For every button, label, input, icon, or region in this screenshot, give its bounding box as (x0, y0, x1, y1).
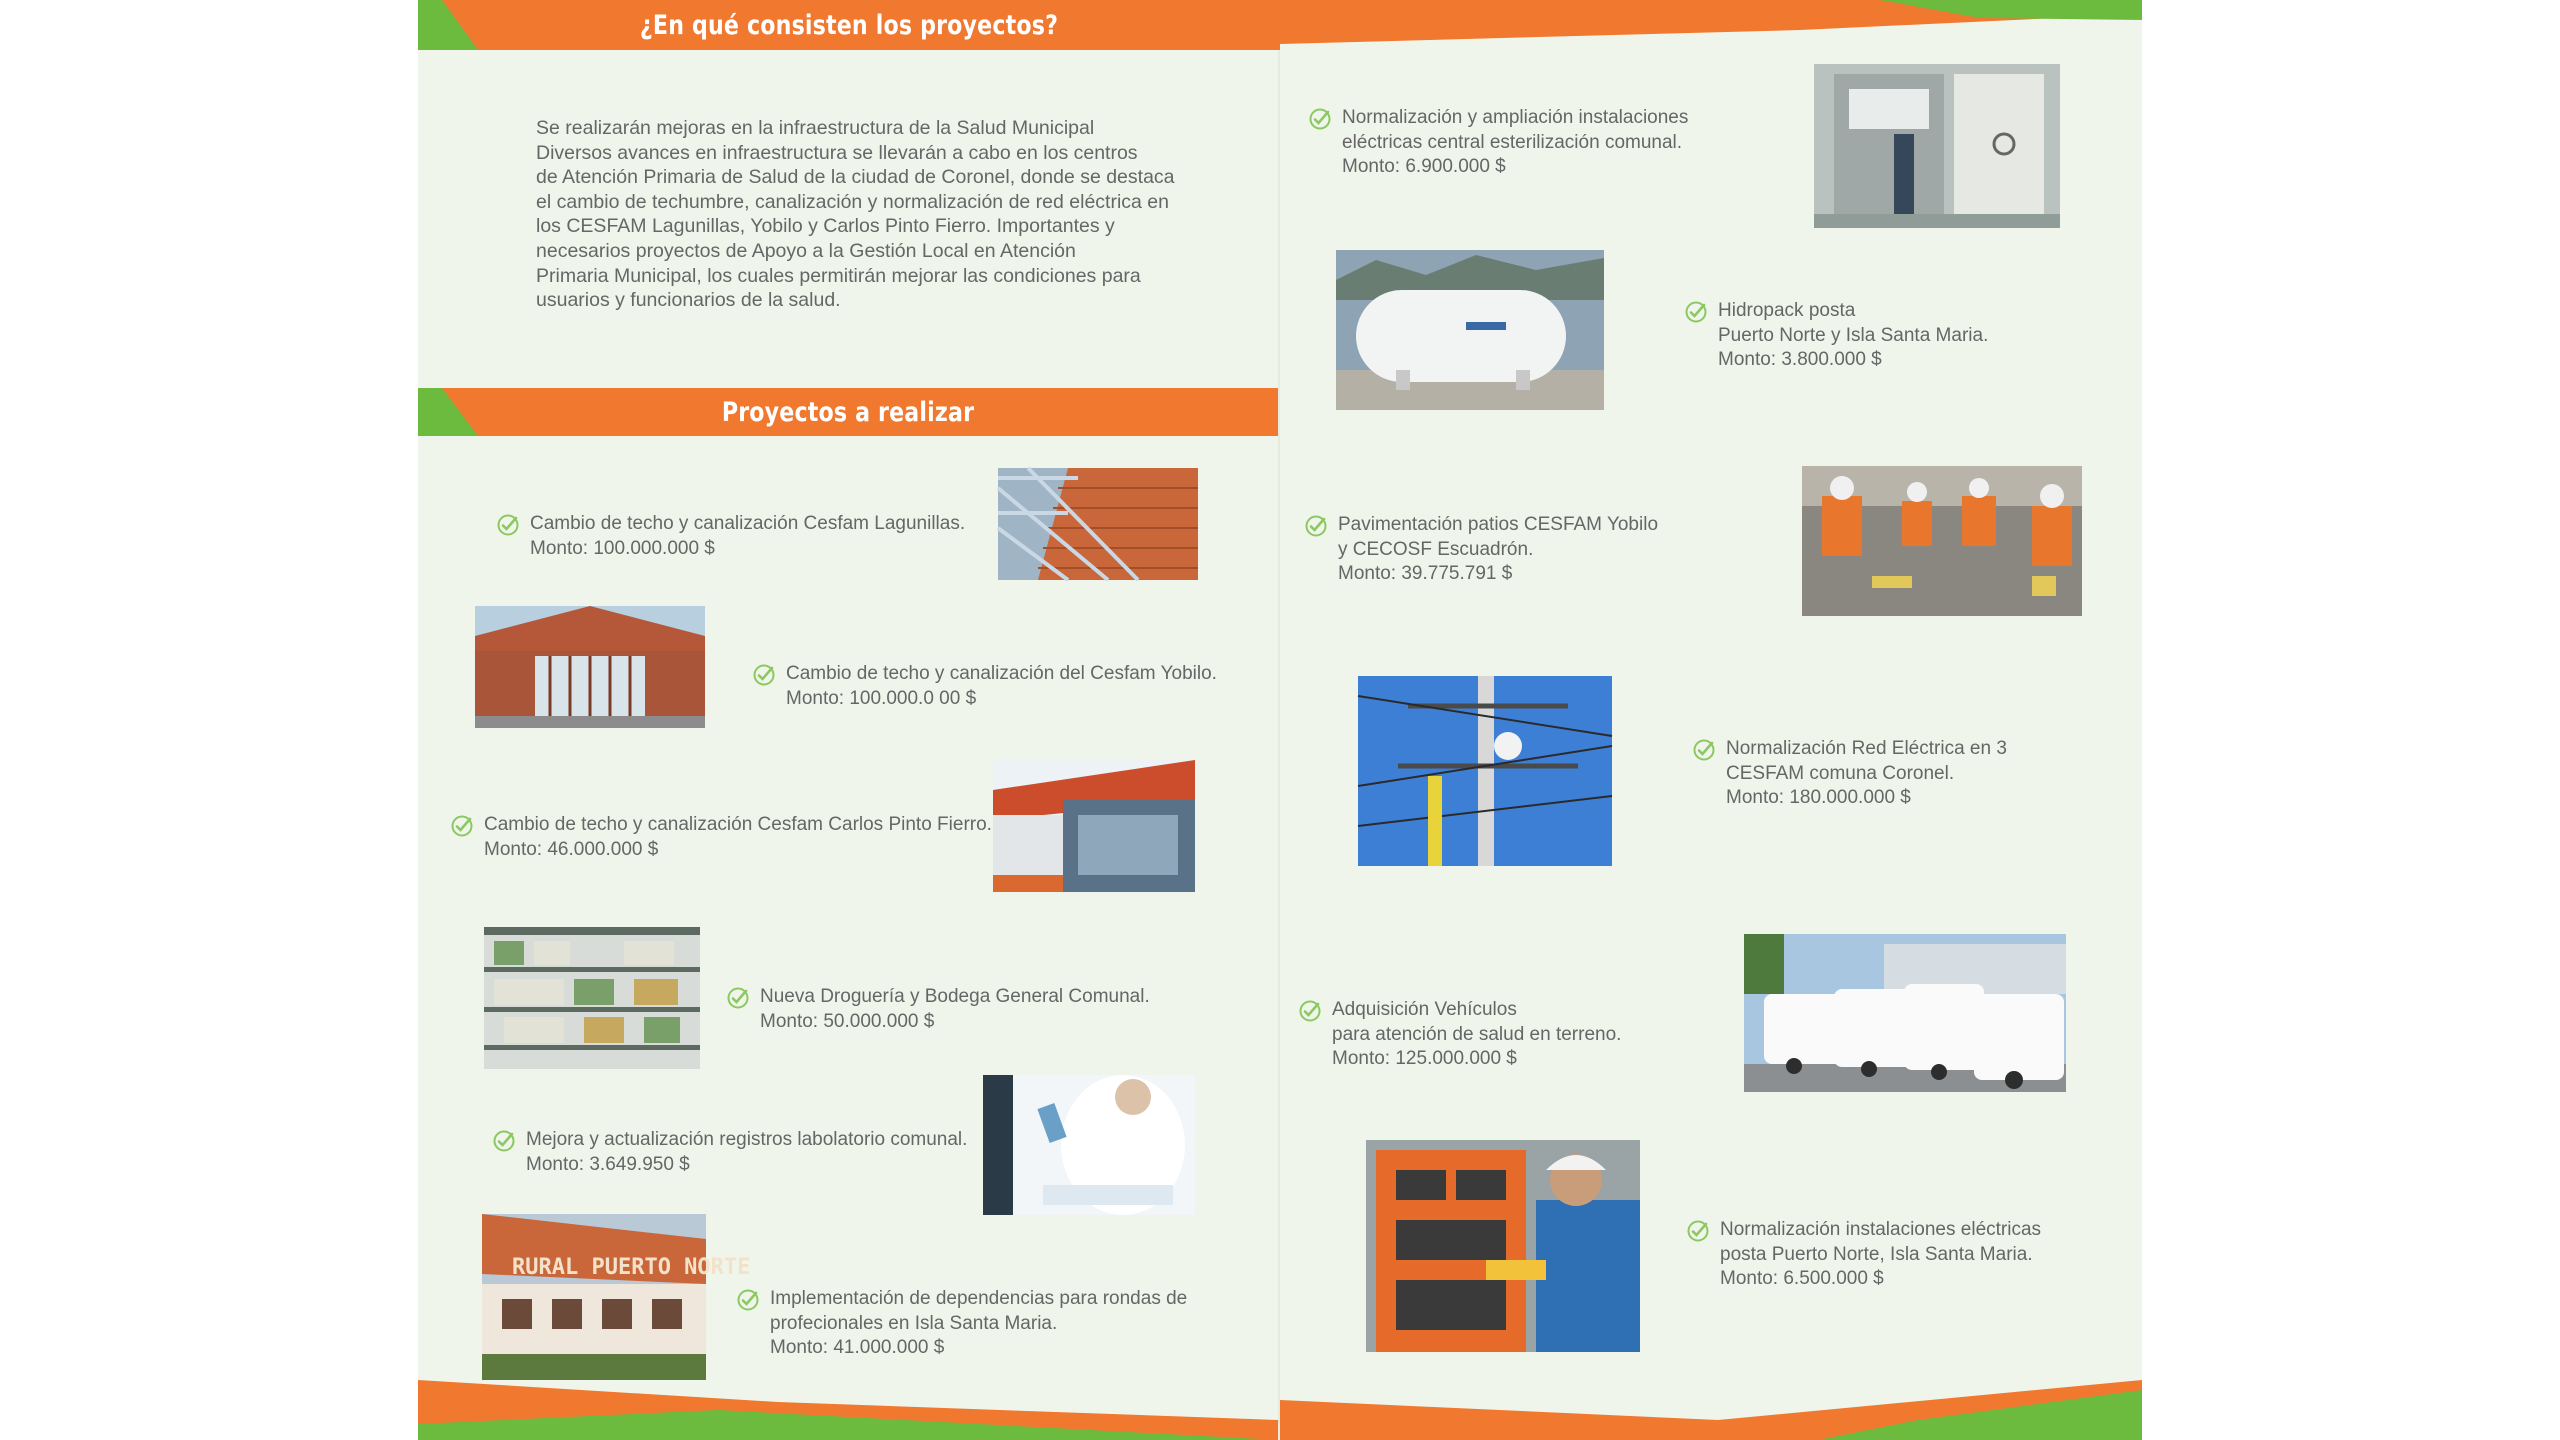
check-circle-icon (450, 814, 474, 838)
photo-vehicles (1744, 934, 2066, 1092)
check-circle-icon (492, 1129, 516, 1153)
item-title: Normalización y ampliación instalaciones (1342, 107, 1689, 128)
fold-line (1278, 0, 1280, 1440)
photo-roof-lagunillas (998, 468, 1198, 580)
header-title-projects: Proyectos a realizar (721, 396, 975, 428)
item-title: Nueva Droguería y Bodega General Comunal. (760, 986, 1150, 1007)
item-amount: Monto: 6.500.000 $ (1720, 1268, 1884, 1289)
intro-paragraph: Se realizarán mejoras en la infraestructura de la Salud Municipal Diversos avances en infraestructura se llevarán a cabo en los centros de Atención Primaria de Salud de la ciudad de Coronel, donde se destaca el cambio de techumbre, canalización y normalización de red eléctrica en los CESFAM Lagunillas, Yobilo y Carlos Pinto Fierro. Importantes y necesarios proyectos de Apoyo a la Gestión Local en Atención Primaria Municipal, los cuales permitirán mejorar las condiciones para usuarios y funcionarios de la salud. (536, 117, 1175, 312)
check-circle-icon (726, 986, 750, 1010)
item-amount: Monto: 125.000.000 $ (1332, 1048, 1517, 1069)
project-item-pinto-fierro (450, 813, 992, 862)
project-item-drogueria (726, 985, 1150, 1034)
item-title: Hidropack posta (1718, 300, 1856, 321)
check-circle-icon (1692, 738, 1716, 762)
item-title-cont: Puerto Norte y Isla Santa Maria. (1718, 324, 1989, 346)
item-amount: Monto: 46.000.000 $ (484, 838, 659, 860)
item-title-cont: posta Puerto Norte, Isla Santa Maria. (1720, 1243, 2033, 1265)
photo-cesfam-yobilo (475, 606, 705, 728)
photo-pavimentacion-workers (1802, 466, 2082, 616)
check-circle-icon (1298, 999, 1322, 1023)
photo-electric-pole (1358, 676, 1612, 866)
item-title: Adquisición Vehículos (1332, 999, 1517, 1020)
item-title: Normalización Red Eléctrica en 3 (1726, 738, 2007, 759)
item-title-cont: para atención de salud en terreno. (1332, 1023, 1622, 1045)
photo-esterilizacion (1814, 64, 2060, 228)
project-item-lagunillas (496, 512, 965, 561)
photo-posta-puerto-norte (482, 1214, 751, 1380)
item-amount: Monto: 3.649.950 $ (526, 1153, 690, 1175)
photo-electrician (1366, 1140, 1640, 1352)
project-item-red-electrica (1692, 737, 2007, 811)
header-bar-left (418, 0, 1280, 50)
item-title: Cambio de techo y canalización del Cesfam Yobilo. (786, 663, 1217, 684)
brochure (418, 0, 2142, 1440)
bottom-decoration (418, 1380, 2142, 1440)
photo-drogueria-shelves (484, 927, 700, 1069)
item-amount: Monto: 3.800.000 $ (1718, 349, 1882, 370)
item-title-cont: eléctricas central esterilización comunal. (1342, 131, 1683, 153)
check-circle-icon (1686, 1219, 1710, 1243)
project-item-isla-santa-maria (736, 1287, 1187, 1361)
item-title: Cambio de techo y canalización Cesfam Lagunillas. (530, 513, 966, 534)
photo-hidropack-tank (1336, 250, 1604, 410)
photo-cesfam-pinto-fierro (993, 760, 1195, 892)
check-circle-icon (736, 1288, 760, 1312)
item-title: Implementación de dependencias para rondas de (770, 1288, 1188, 1309)
item-amount: Monto: 41.000.000 $ (770, 1337, 945, 1358)
item-title-cont: profecionales en Isla Santa Maria. (770, 1312, 1058, 1334)
item-title: Pavimentación patios CESFAM Yobilo (1338, 514, 1659, 535)
item-title: Mejora y actualización registros labolatorio comunal. (526, 1129, 968, 1150)
check-circle-icon (496, 513, 520, 537)
header-bar-projects (418, 388, 1278, 436)
project-item-esterilizacion (1308, 106, 1688, 180)
item-amount: Monto: 100.000.0 00 $ (786, 687, 977, 709)
top-right-decoration (1280, 0, 2142, 40)
photo-laboratorio (983, 1075, 1195, 1215)
project-item-pavimentacion (1304, 513, 1658, 587)
project-item-vehiculos (1298, 998, 1621, 1072)
item-amount: Monto: 180.000.000 $ (1726, 787, 1911, 808)
project-item-hidropack (1684, 299, 1988, 373)
item-amount: Monto: 50.000.000 $ (760, 1010, 935, 1032)
puerto-norte-sign: RURAL PUERTO NORTE (512, 1255, 751, 1280)
item-title-cont: CESFAM comuna Coronel. (1726, 762, 1955, 784)
check-circle-icon (752, 663, 776, 687)
item-title: Cambio de techo y canalización Cesfam Carlos Pinto Fierro. (484, 814, 992, 835)
item-amount: Monto: 6.900.000 $ (1342, 156, 1506, 177)
project-item-laboratorio (492, 1128, 967, 1177)
header-title-left: ¿En qué consisten los proyectos? (639, 9, 1059, 41)
item-title: Normalización instalaciones eléctricas (1720, 1219, 2042, 1240)
check-circle-icon (1684, 300, 1708, 324)
project-item-posta-electrica (1686, 1218, 2041, 1292)
check-circle-icon (1304, 514, 1328, 538)
project-item-yobilo (752, 662, 1217, 711)
item-amount: Monto: 39.775.791 $ (1338, 563, 1513, 584)
item-title-cont: y CECOSF Escuadrón. (1338, 538, 1534, 560)
item-amount: Monto: 100.000.000 $ (530, 537, 715, 559)
check-circle-icon (1308, 107, 1332, 131)
